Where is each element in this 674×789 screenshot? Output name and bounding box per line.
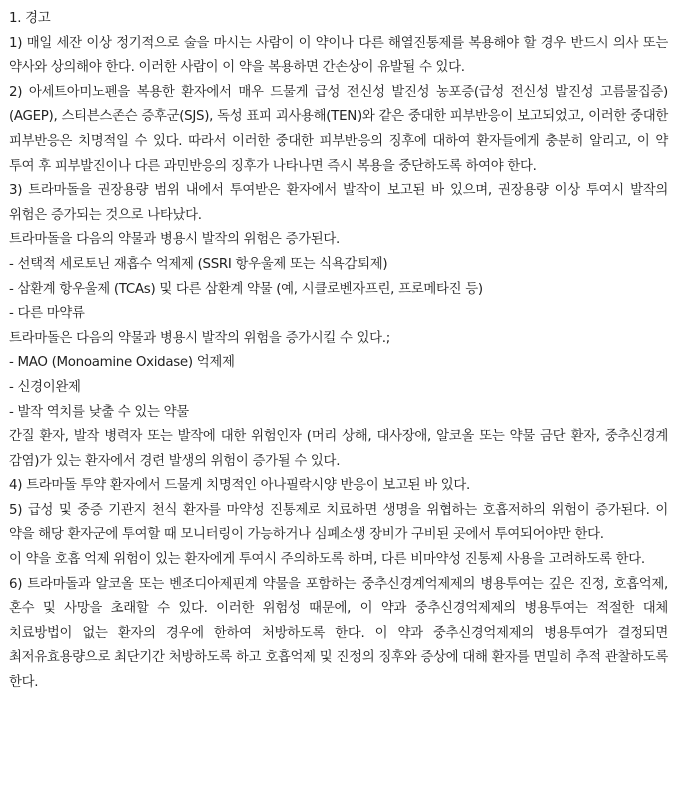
section-heading: 1. 경고 (9, 11, 51, 26)
paragraph-skin-reactions: 2) 아세트아미노펜을 복용한 환자에서 매우 드물게 급성 전신성 발진성 농포증(급성 전신성 발진성 고름물집증)(AGEP), 스티븐스존슨 증후군(SJS), 독성 표피 괴사용해(TEN)와 같은 중대한 피부반응이 보고되었고, 이러한 중대한 피부반응은 치명적일 수 있다. 따라서 이러한 중대한 피부반응의 징후에 대하여 환자들에게 충분히 알리고, 이 약 투여 후 피부발진이나 다른 과민반응의 징후가 나타나면 즉시 복용을 중단하도록 하여야 한다. (9, 84, 668, 174)
list-item-ssri: - 선택적 세로토닌 재흡수 억제제 (SSRI 항우울제 또는 식욕감퇴제) (9, 256, 388, 272)
paragraph-seizure-combination-intro: 트라마돌을 다음의 약물과 병용시 발작의 위험은 증가된다. (9, 232, 340, 248)
paragraph-anaphylactoid: 4) 트라마돌 투약 환자에서 드물게 치명적인 아나필락시양 반응이 보고된 바 있다. (9, 478, 470, 494)
paragraph-seizure-risk: 3) 트라마돌을 권장용량 범위 내에서 투여받은 환자에서 발작이 보고된 바 있으며, 권장용량 이상 투여시 발작의 위험은 증가되는 것으로 나타났다. (9, 183, 668, 223)
paragraph-alcohol-warning: 1) 매일 세잔 이상 정기적으로 술을 마시는 사람이 이 약이나 다른 해열진통제를 복용해야 할 경우 반드시 의사 또는 약사와 상의해야 한다. 이러한 사람이 이 약을 복용하면 간손상이 유발될 수 있다. (9, 35, 668, 76)
list-item-mao-inhibitor: - MAO (Monoamine Oxidase) 억제제 (9, 355, 235, 371)
list-item-seizure-threshold: - 발작 역치를 낮출 수 있는 약물 (9, 404, 189, 420)
paragraph-asthma: 5) 급성 및 중증 기관지 천식 환자를 마약성 진통제로 치료하면 생명을 위협하는 호흡저하의 위험이 증가된다. 이 약을 해당 환자군에 투여할 때 모니터링이 가능하거나 심폐소생 장비가 구비된 곳에서 투여되어야만 한다. (9, 502, 668, 543)
list-item-neuroleptics: - 신경이완제 (9, 379, 81, 395)
paragraph-seizure-risk-increase: 트라마돌은 다음의 약물과 병용시 발작의 위험을 증가시킬 수 있다.; (9, 330, 390, 346)
list-item-tca: - 삼환계 항우울제 (TCAs) 및 다른 삼환계 약물 (예, 시클로벤자프린, 프로메타진 등) (9, 281, 483, 297)
list-item-other-narcotics: - 다른 마약류 (9, 306, 85, 322)
paragraph-respiratory-depression: 이 약을 호흡 억제 위험이 있는 환자에게 투여시 주의하도록 하며, 다른 비마약성 진통제 사용을 고려하도록 한다. (9, 552, 645, 568)
paragraph-epilepsy-patients: 간질 환자, 발작 병력자 또는 발작에 대한 위험인자 (머리 상해, 대사장애, 알코올 또는 약물 금단 환자, 중추신경계 감염)가 있는 환자에서 경련 발생의 위험이 증가될 수 있다. (9, 429, 668, 469)
paragraph-cns-depressants: 6) 트라마돌과 알코올 또는 벤조디아제핀계 약물을 포함하는 중추신경계억제제의 병용투여는 깊은 진정, 호흡억제, 혼수 및 사망을 초래할 수 있다. 이러한 위험성 때문에, 이 약과 중추신경억제제의 병용투여는 적절한 대체 치료방법이 없는 환자의 경우에 한하여 처방하도록 한다. 이 약과 중추신경억제제의 병용투여가 결정되면 최저유효용량으로 최단기간 처방하도록 하고 호흡억제 및 진정의 징후와 증상에 대해 환자를 면밀히 추적 관찰하도록 한다. (9, 576, 668, 691)
